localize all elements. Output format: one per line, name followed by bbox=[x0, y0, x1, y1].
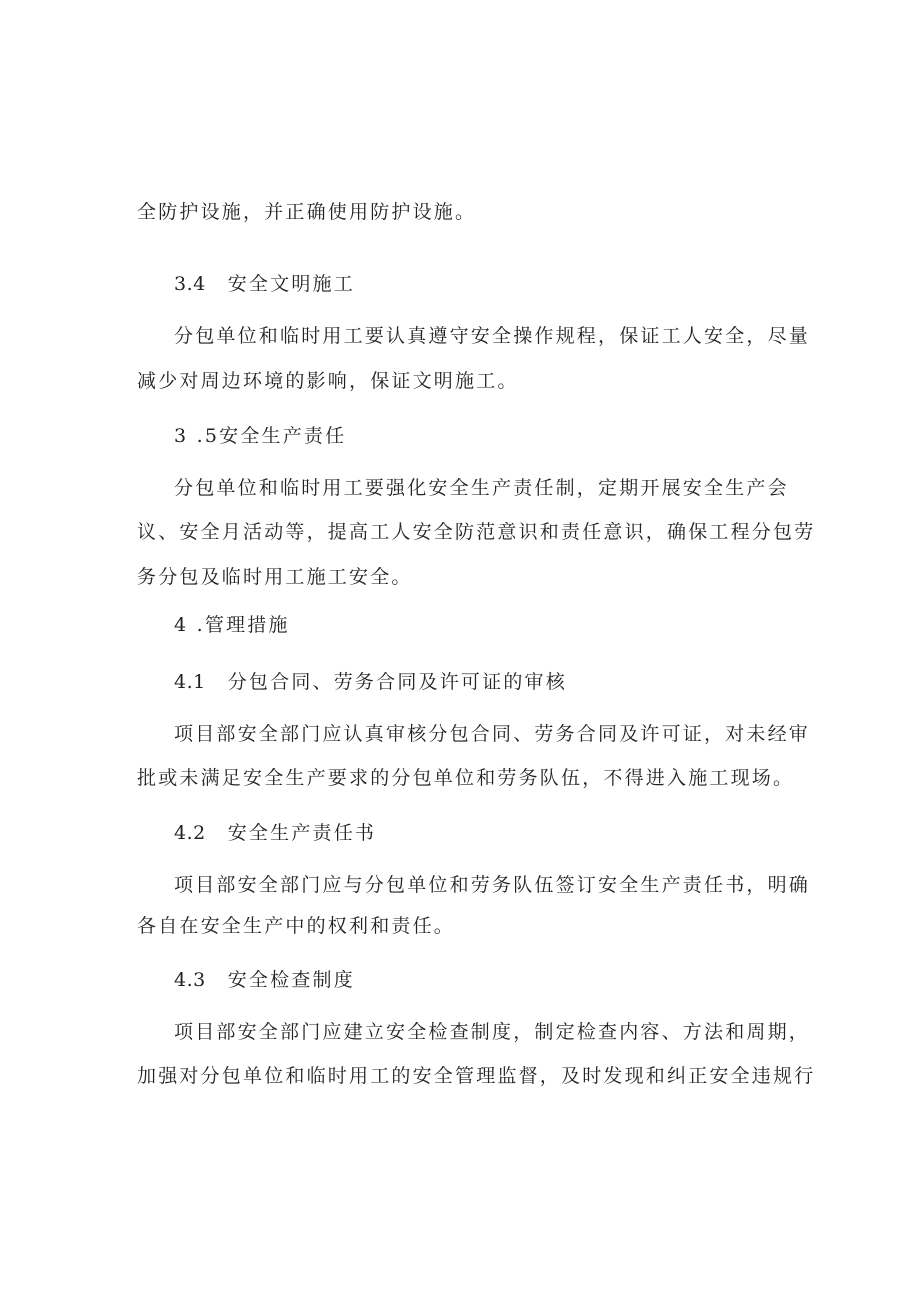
paragraph-line: 全防护设施，并正确使用防护设施。 bbox=[137, 201, 477, 223]
section-heading-3-4 bbox=[174, 271, 355, 297]
paragraph-line: 批或未满足安全生产要求的分包单位和劳务队伍，不得进入施工现场。 bbox=[137, 767, 795, 789]
paragraph-line: 加强对分包单位和临时用工的安全管理监督，及时发现和纠正安全违规行 bbox=[137, 1065, 816, 1087]
section-title: 安全检查制度 bbox=[227, 969, 355, 991]
paragraph-line: 项目部安全部门应与分包单位和劳务队伍签订安全生产责任书，明确 bbox=[174, 874, 811, 896]
paragraph-line: 分包单位和临时用工要认真遵守安全操作规程，保证工人安全，尽量 bbox=[174, 325, 811, 347]
section-number: 4.2 bbox=[174, 822, 206, 844]
section-heading-4-3 bbox=[174, 967, 355, 993]
section-number: 3 bbox=[174, 425, 187, 447]
section-heading-4 bbox=[174, 612, 290, 638]
section-number: 4 bbox=[174, 614, 187, 636]
paragraph-line: 务分包及临时用工施工安全。 bbox=[137, 566, 413, 588]
paragraph-line: 各自在安全生产中的权利和责任。 bbox=[137, 915, 456, 937]
section-number: 4.1 bbox=[174, 671, 206, 693]
paragraph-line: 议、安全月活动等，提高工人安全防范意识和责任意识，确保工程分包劳 bbox=[137, 521, 816, 543]
section-title: .5安全生产责任 bbox=[196, 425, 347, 447]
paragraph-line: 减少对周边环境的影响，保证文明施工。 bbox=[137, 370, 519, 392]
section-heading-4-2 bbox=[174, 820, 376, 846]
section-title: .管理措施 bbox=[196, 614, 290, 636]
paragraph-line: 项目部安全部门应建立安全检查制度，制定检查内容、方法和周期， bbox=[174, 1021, 811, 1043]
section-title: 安全生产责任书 bbox=[227, 822, 377, 844]
section-title: 分包合同、劳务合同及许可证的审核 bbox=[227, 671, 567, 693]
section-number: 4.3 bbox=[174, 969, 206, 991]
paragraph-line: 项目部安全部门应认真审核分包合同、劳务合同及许可证，对未经审 bbox=[174, 723, 811, 745]
section-heading-3-5 bbox=[174, 423, 346, 449]
section-title: 安全文明施工 bbox=[227, 273, 355, 295]
paragraph-line: 分包单位和临时用工要强化安全生产责任制，定期开展安全生产会 bbox=[174, 477, 789, 499]
section-heading-4-1 bbox=[174, 669, 567, 695]
section-number: 3.4 bbox=[174, 273, 206, 295]
